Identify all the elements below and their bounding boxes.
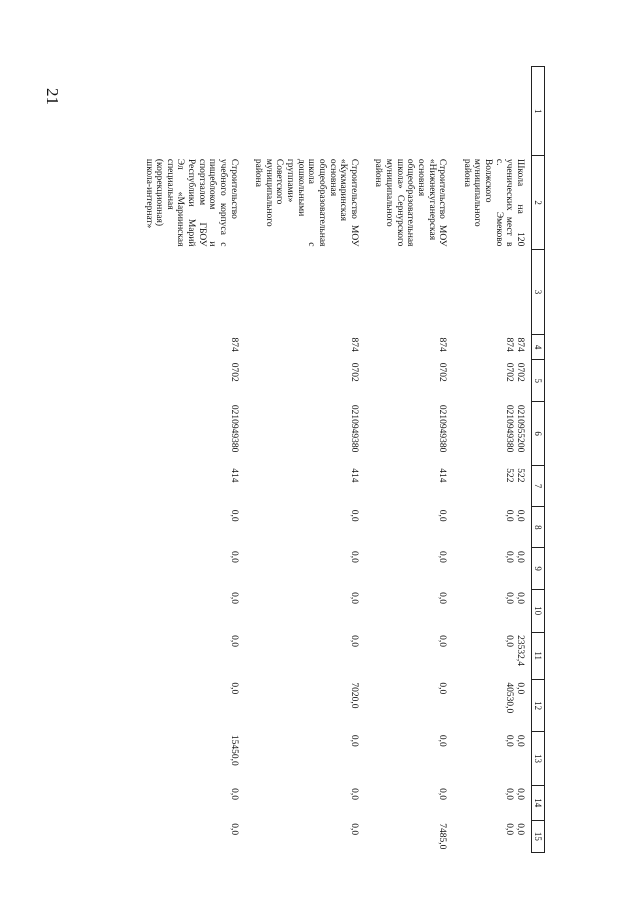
table-cell-c1 <box>143 67 253 156</box>
table-cell-c10 <box>373 589 461 632</box>
rotated-table-region <box>95 66 545 853</box>
table-cell-c15 <box>461 820 531 852</box>
cell-value: 874 <box>228 337 239 352</box>
table-cell-c7 <box>143 465 253 507</box>
table-cell-c1 <box>461 67 531 156</box>
cell-value: 0,0 <box>437 635 448 647</box>
table-cell-c2 <box>373 156 461 250</box>
table-cell-c3 <box>461 249 531 334</box>
cell-value: 0,0 <box>348 788 359 800</box>
cell-value: 0,0 <box>228 550 239 563</box>
column-header: 5 <box>531 360 544 402</box>
cell-value: 0210949380 <box>228 404 239 453</box>
cell-value: 0,0 <box>348 509 359 522</box>
table-cell-c14 <box>461 785 531 820</box>
table-cell-c11 <box>373 632 461 679</box>
cell-value: 0,0 <box>228 592 239 605</box>
table-cell-c15 <box>143 820 253 852</box>
cell-value: 0,0 <box>514 734 525 747</box>
cell-value: 0,0 <box>514 592 525 605</box>
table-row <box>373 67 461 853</box>
cell-value: 15450,0 <box>228 734 239 766</box>
column-header: 15 <box>531 820 544 852</box>
table-row <box>461 67 531 853</box>
cell-value: 0,0 <box>437 734 448 747</box>
column-header: 2 <box>531 156 544 250</box>
column-header: 3 <box>531 249 544 334</box>
column-header: 8 <box>531 507 544 548</box>
cell-value: 7020,0 <box>348 682 359 709</box>
cell-value: 7485,0 <box>437 823 448 850</box>
cell-value: 0,0 <box>504 734 515 747</box>
column-header: 10 <box>531 589 544 632</box>
cell-value: 0210949380 <box>504 404 515 453</box>
cell-value: 0702 <box>514 362 525 382</box>
table-cell-c6 <box>143 402 253 465</box>
budget-table <box>143 66 545 853</box>
cell-value: 414 <box>348 468 359 483</box>
cell-value: 40530,0 <box>504 682 515 714</box>
column-header: 7 <box>531 465 544 507</box>
table-cell-c3 <box>373 249 461 334</box>
table-cell-c4 <box>143 335 253 360</box>
cell-value: 874 <box>504 337 515 352</box>
table-cell-c10 <box>461 589 531 632</box>
cell-value: 0,0 <box>514 788 525 800</box>
table-cell-c11 <box>253 632 373 679</box>
table-cell-c5 <box>373 360 461 402</box>
table-cell-c14 <box>373 785 461 820</box>
cell-value: 0702 <box>228 362 239 382</box>
column-header: 11 <box>531 632 544 679</box>
table-cell-c13 <box>373 732 461 785</box>
table-cell-c5 <box>461 360 531 402</box>
page-number: 21 <box>43 88 62 105</box>
cell-value: 0,0 <box>228 788 239 800</box>
table-cell-c6 <box>373 402 461 465</box>
table-cell-c5 <box>143 360 253 402</box>
table-cell-c11 <box>461 632 531 679</box>
row-description: Строительство МОУ «Кукмаринская основная общеобразовательная школа с дошкольными группами» Советского муниципального района <box>253 158 359 247</box>
cell-value: 23532,4 <box>514 635 525 666</box>
table-cell-c14 <box>253 785 373 820</box>
row-description: Строительство МОУ «Нижнекуганерская основная общеобразовательная школа» Сернурского муниципального района <box>373 158 448 247</box>
column-header: 12 <box>531 679 544 731</box>
cell-value: 0,0 <box>504 788 515 800</box>
table-cell-c15 <box>373 820 461 852</box>
row-description: Школа на 120 ученических мест в с. Эмеково Волжского муниципального района <box>461 158 525 247</box>
cell-value: 0,0 <box>504 635 515 647</box>
table-cell-c11 <box>143 632 253 679</box>
cell-value: 0,0 <box>348 550 359 563</box>
cell-value: 0,0 <box>348 823 359 836</box>
table-cell-c8 <box>253 507 373 548</box>
cell-value: 0,0 <box>348 592 359 605</box>
cell-value: 0,0 <box>228 823 239 836</box>
table-cell-c9 <box>373 548 461 589</box>
column-header: 1 <box>531 67 544 156</box>
table-cell-c2 <box>143 156 253 250</box>
cell-value: 0,0 <box>348 734 359 747</box>
cell-value: 414 <box>228 468 239 483</box>
cell-value: 0,0 <box>504 592 515 605</box>
table-cell-c12 <box>461 679 531 731</box>
table-cell-c2 <box>461 156 531 250</box>
cell-value: 0,0 <box>514 823 525 836</box>
cell-value: 522 <box>514 468 525 483</box>
table-cell-c9 <box>253 548 373 589</box>
column-header: 13 <box>531 732 544 785</box>
table-cell-c15 <box>253 820 373 852</box>
table-header <box>531 67 544 853</box>
cell-value: 0,0 <box>228 682 239 695</box>
table-cell-c9 <box>461 548 531 589</box>
table-cell-c6 <box>461 402 531 465</box>
column-header: 6 <box>531 402 544 465</box>
cell-value: 0210955200 <box>514 404 525 453</box>
cell-value: 0,0 <box>514 682 525 695</box>
column-header: 9 <box>531 548 544 589</box>
cell-value: 0,0 <box>504 509 515 522</box>
table-cell-c7 <box>253 465 373 507</box>
cell-value: 0,0 <box>504 823 515 836</box>
table-cell-c1 <box>373 67 461 156</box>
table-cell-c7 <box>373 465 461 507</box>
cell-value: 0702 <box>437 362 448 382</box>
table-cell-c10 <box>143 589 253 632</box>
table-cell-c3 <box>253 249 373 334</box>
cell-value: 0,0 <box>504 550 515 563</box>
cell-value: 874 <box>514 337 525 352</box>
table-cell-c5 <box>253 360 373 402</box>
cell-value: 874 <box>348 337 359 352</box>
table-cell-c2 <box>253 156 373 250</box>
cell-value: 0,0 <box>514 550 525 563</box>
table-cell-c12 <box>373 679 461 731</box>
cell-value: 0,0 <box>437 592 448 605</box>
cell-value: 0702 <box>348 362 359 382</box>
table-cell-c13 <box>253 732 373 785</box>
table-cell-c6 <box>253 402 373 465</box>
table-cell-c4 <box>461 335 531 360</box>
table-cell-c13 <box>143 732 253 785</box>
cell-value: 0210949380 <box>437 404 448 453</box>
cell-value: 522 <box>504 468 515 483</box>
cell-value: 0,0 <box>437 550 448 563</box>
cell-value: 0,0 <box>228 635 239 647</box>
table-cell-c4 <box>373 335 461 360</box>
table-cell-c7 <box>461 465 531 507</box>
cell-value: 0,0 <box>514 509 525 522</box>
table-cell-c4 <box>253 335 373 360</box>
table-cell-c10 <box>253 589 373 632</box>
column-header: 4 <box>531 335 544 360</box>
cell-value: 0,0 <box>348 635 359 647</box>
table-cell-c13 <box>461 732 531 785</box>
table-cell-c1 <box>253 67 373 156</box>
cell-value: 0210949380 <box>348 404 359 453</box>
cell-value: 414 <box>437 468 448 483</box>
table-row <box>253 67 373 853</box>
cell-value: 0,0 <box>437 788 448 800</box>
cell-value: 874 <box>437 337 448 352</box>
table-cell-c8 <box>143 507 253 548</box>
cell-value: 0,0 <box>437 509 448 522</box>
table-body <box>143 67 532 853</box>
cell-value: 0,0 <box>437 682 448 695</box>
table-cell-c8 <box>373 507 461 548</box>
column-header: 14 <box>531 785 544 820</box>
table-cell-c14 <box>143 785 253 820</box>
row-description: Строительство учебного корпуса с пищеблоком и спортзалом ГБОУ Республики Марий Эл «Мариинская специальная (коррекционная) школа-интернат» <box>143 158 239 247</box>
table-cell-c9 <box>143 548 253 589</box>
table-row <box>143 67 253 853</box>
cell-value: 0,0 <box>228 509 239 522</box>
table-cell-c12 <box>143 679 253 731</box>
table-cell-c3 <box>143 249 253 334</box>
table-cell-c8 <box>461 507 531 548</box>
cell-value: 0702 <box>504 362 515 382</box>
table-cell-c12 <box>253 679 373 731</box>
